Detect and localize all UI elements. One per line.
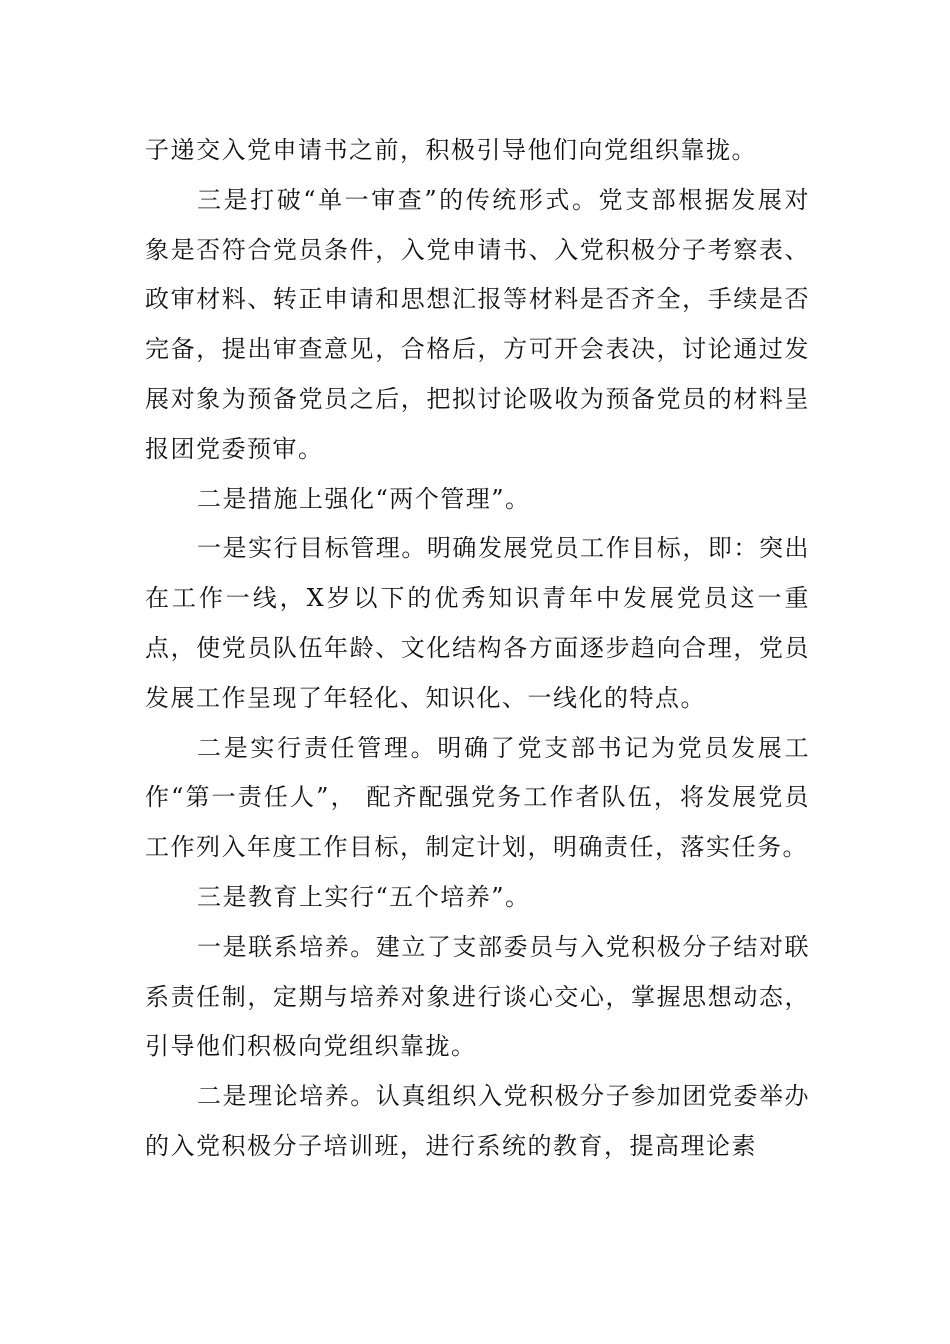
paragraph-7: 一是联系培养。建立了支部委员与入党积极分子结对联系责任制，定期与培养对象进行谈心交心，掌握思想动态，引导他们积极向党组织靠拢。 xyxy=(145,932,810,1061)
document-body xyxy=(145,126,810,1172)
paragraph-8: 二是理论培养。认真组织入党积极分子参加团党委举办的入党积极分子培训班，进行系统的教育，提高理论素 xyxy=(145,1082,810,1160)
paragraph-5: 二是实行责任管理。明确了党支部书记为党员发展工作“第一责任人”， 配齐配强党务工作者队伍，将发展党员工作列入年度工作目标，制定计划，明确责任，落实任务。 xyxy=(145,733,810,862)
paragraph-3: 二是措施上强化“两个管理”。 xyxy=(197,484,531,513)
paragraph-6: 三是教育上实行“五个培养”。 xyxy=(197,882,531,911)
paragraph-2: 三是打破“单一审查”的传统形式。党支部根据发展对象是否符合党员条件，入党申请书、入党积极分子考察表、政审材料、转正申请和思想汇报等材料是否齐全，手续是否完备，提出审查意见，合格后，方可开会表决，讨论通过发展对象为预备党员之后，把拟讨论吸收为预备党员的材料呈报团党委预审。 xyxy=(145,185,810,463)
paragraph-4: 一是实行目标管理。明确发展党员工作目标，即：突出在工作一线，X岁以下的优秀知识青年中发展党员这一重点，使党员队伍年龄、文化结构各方面逐步趋向合理，党员发展工作呈现了年轻化、知识化、一线化的特点。 xyxy=(145,534,810,712)
paragraph-1: 子递交入党申请书之前，积极引导他们向党组织靠拢。 xyxy=(145,136,757,164)
